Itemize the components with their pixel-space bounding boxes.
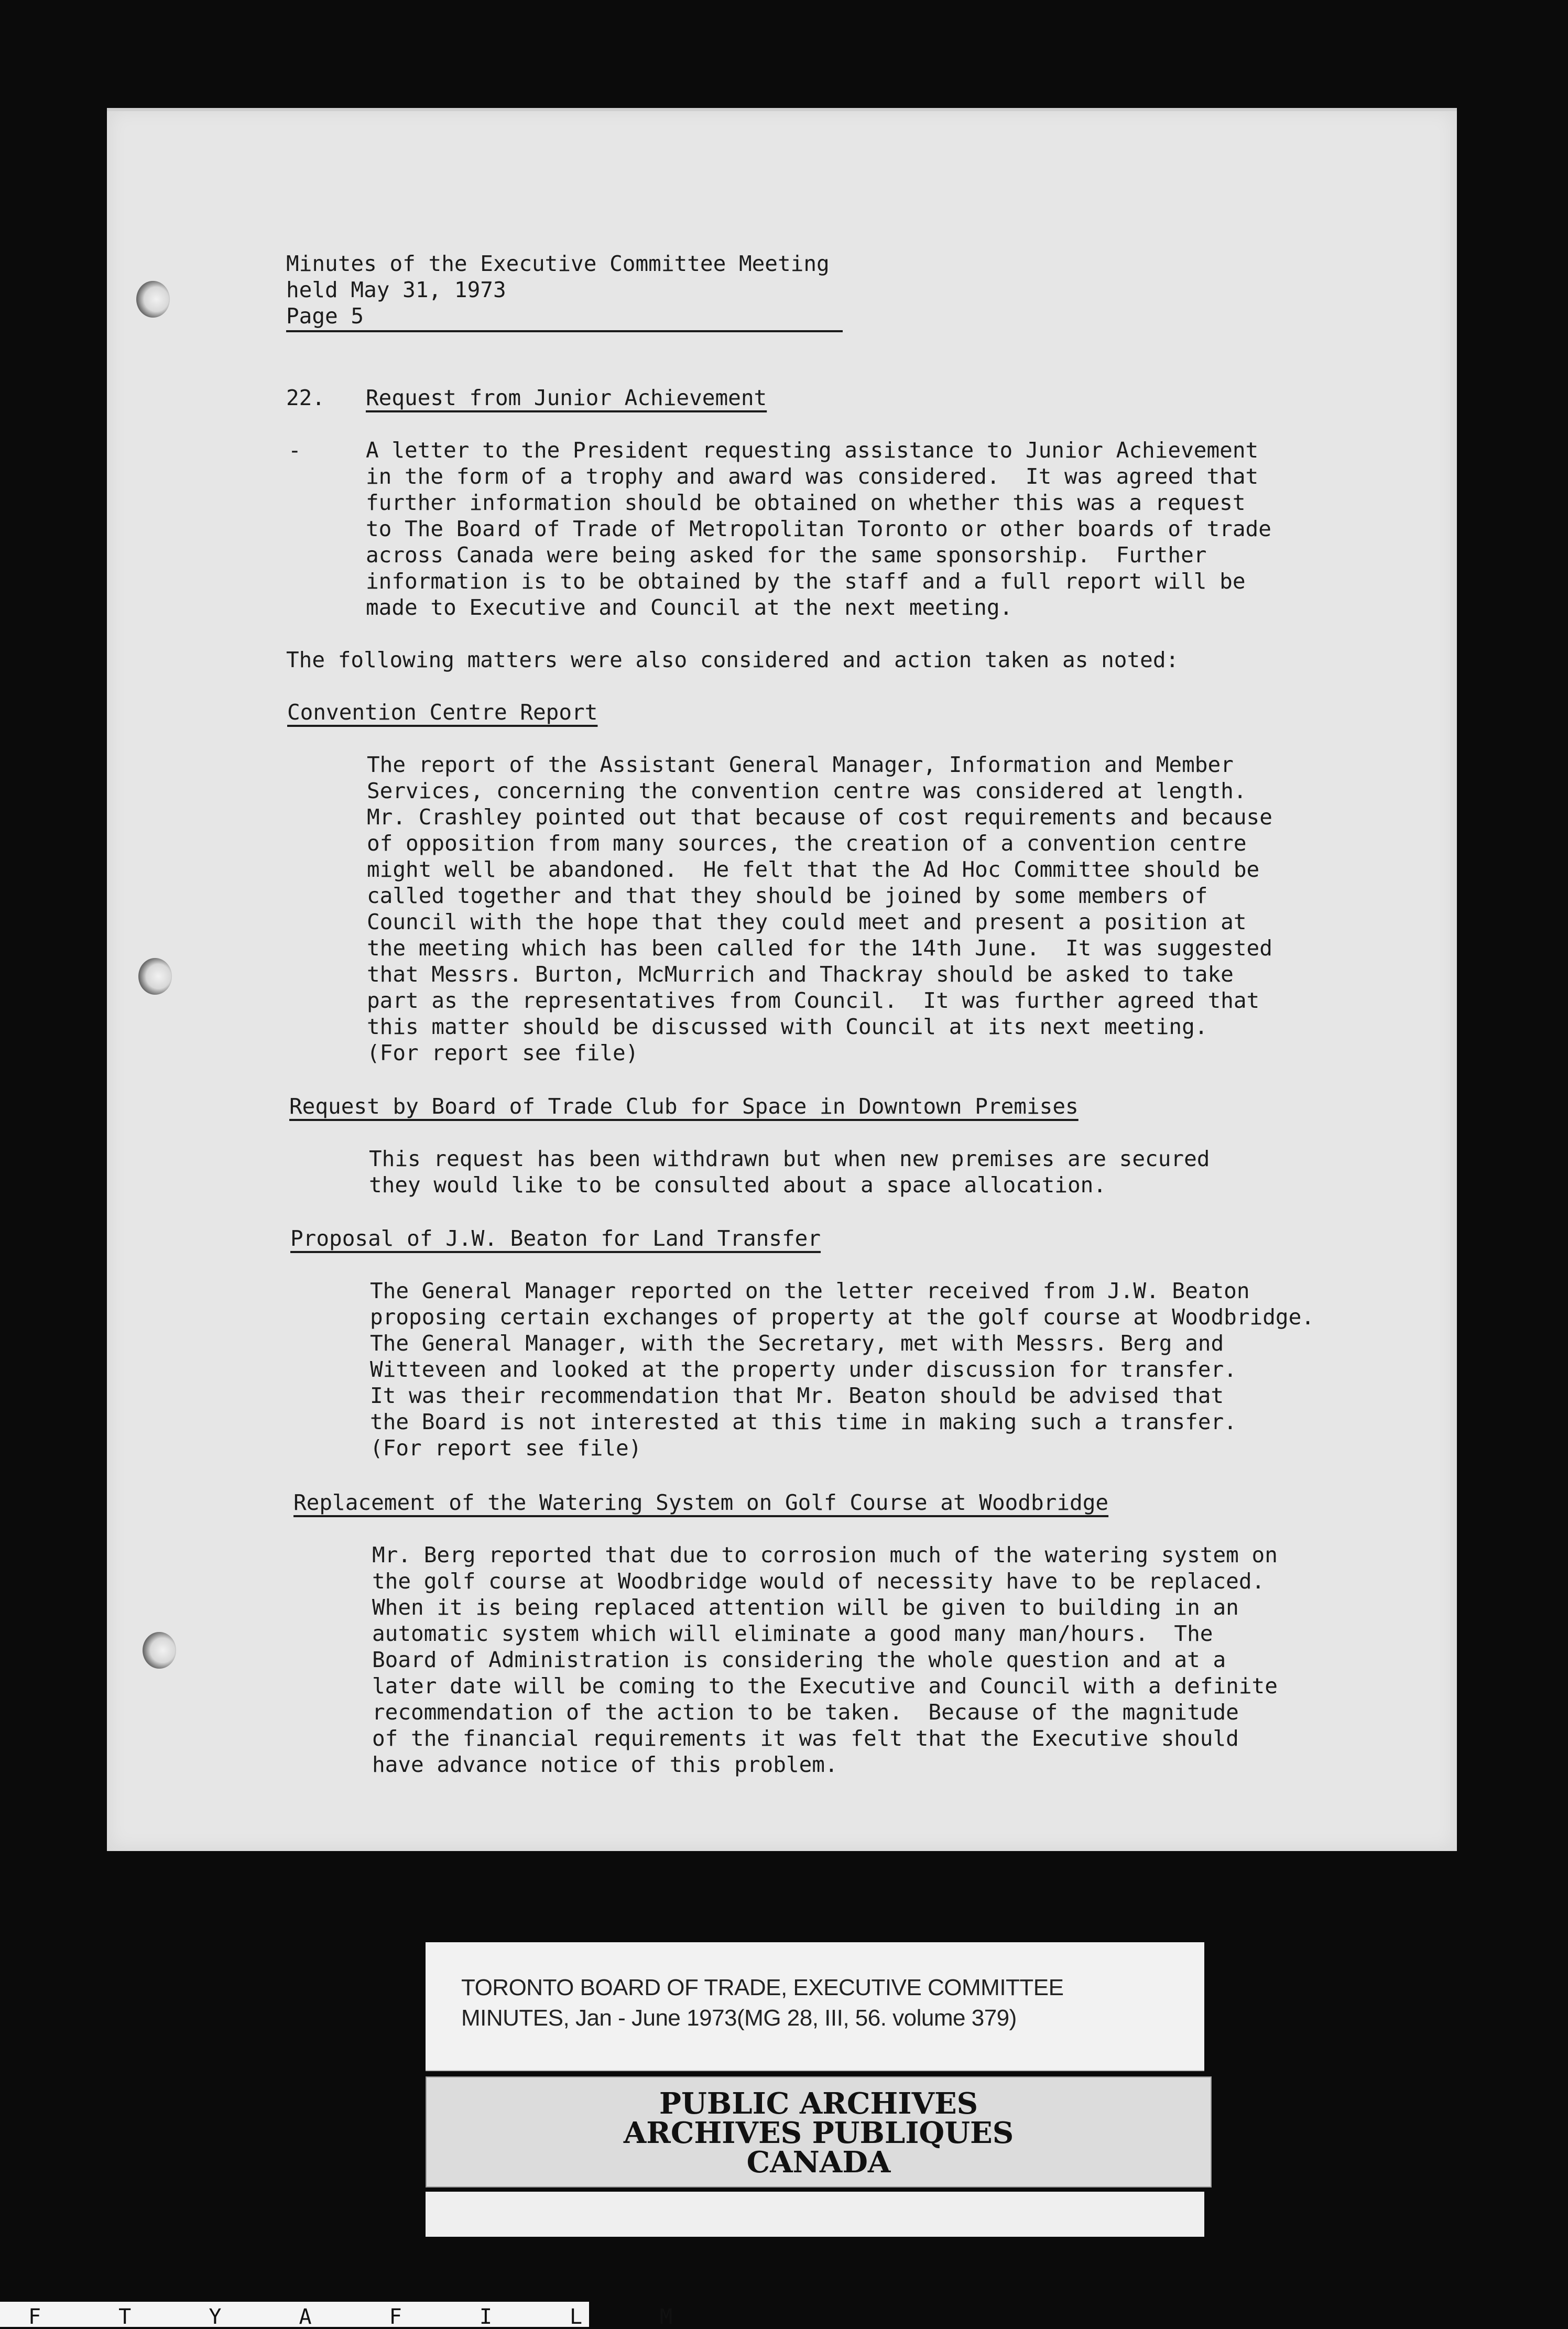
document-page xyxy=(107,108,1457,1851)
film-edge-text: F T Y A F I L M xyxy=(28,2305,705,2329)
section-body-land-transfer: The General Manager reported on the letter received from J.W. Beaton proposing certain exchanges of property at the golf course at Woodbridge. The General Manager, with the Secretary, met with Messrs. Berg and Witteveen and looked at the property under discussion for transfer. It was their recommendation that Mr. Beaton should be advised that the Board is not interested at this time in making such a transfer. (For report see file) xyxy=(370,1278,1314,1461)
header-line-3: Page 5 xyxy=(286,303,364,329)
archive-label-text xyxy=(461,1973,1064,2033)
header-line-1: Minutes of the Executive Committee Meeting xyxy=(286,251,830,276)
item-body: A letter to the President requesting assistance to Junior Achievement in the form of a trophy and award was considered. It was agreed that further information should be obtained on whether this was a request to The Board of Trade of Metropolitan Toronto or other boards of trade across Canada were being asked for the same sponsorship. Further information is to be obtained by the staff and a full report will be made to Executive and Council at the next meeting. xyxy=(366,438,1271,620)
archive-label xyxy=(426,1942,1204,2240)
section-heading-watering-system: Replacement of the Watering System on Golf Course at Woodbridge xyxy=(293,1490,1109,1515)
section-heading-convention-centre: Convention Centre Report xyxy=(287,700,598,725)
film-edge-strip xyxy=(0,2302,705,2329)
stamp-line-2: ARCHIVES PUBLIQUES xyxy=(623,2116,1014,2150)
header-line-2: held May 31, 1973 xyxy=(286,277,506,302)
header-rule xyxy=(286,330,843,332)
stamp-line-1: PUBLIC ARCHIVES xyxy=(659,2086,978,2121)
minutes-header xyxy=(286,251,843,332)
section-heading-club-space: Request by Board of Trade Club for Space in Downtown Premises xyxy=(289,1094,1079,1119)
archive-label-line-2: MINUTES, Jan - June 1973(MG 28, III, 56. volume 379) xyxy=(461,2005,1017,2031)
archives-stamp xyxy=(426,2076,1212,2187)
section-heading-land-transfer: Proposal of J.W. Beaton for Land Transfer xyxy=(290,1226,821,1251)
item-bullet: - xyxy=(288,438,301,463)
archive-label-line-1: TORONTO BOARD OF TRADE, EXECUTIVE COMMITTEE xyxy=(461,1975,1064,2000)
archive-label-strip xyxy=(426,2192,1204,2237)
archives-stamp-text xyxy=(427,2086,1211,2180)
intro-text: The following matters were also considered and action taken as noted: xyxy=(286,647,1179,672)
section-body-watering-system: Mr. Berg reported that due to corrosion much of the watering system on the golf course at Woodbridge would of necessity have to be replaced. When it is being replaced attention will be given to building in an automatic system which will eliminate a good many man/hours. The Board of Administration is considering the whole question and at a later date will be coming to the Executive and Council with a definite recommendation of the action to be taken. Because of the magnitude of the financial requirements it was felt that the Executive should have advance notice of this problem. xyxy=(372,1542,1278,1777)
item-number: 22. xyxy=(286,385,325,410)
item-title: Request from Junior Achievement xyxy=(366,385,767,410)
document-text xyxy=(107,108,1457,1851)
stamp-line-3: CANADA xyxy=(746,2145,891,2180)
section-body-convention-centre: The report of the Assistant General Manager, Information and Member Services, concerning the convention centre was considered at length. Mr. Crashley pointed out that because of cost requirements and because of opposition from many sources, the creation of a convention centre might well be abandoned. He felt that the Ad Hoc Committee should be called together and that they should be joined by some members of Council with the hope that they could meet and present a position at the meeting which has been called for the 14th June. It was suggested that Messrs. Burton, McMurrich and Thackray should be asked to take part as the representatives from Council. It was further agreed that this matter should be discussed with Council at its next meeting. (For report see file) xyxy=(367,752,1272,1065)
archive-label-card xyxy=(426,1942,1204,2071)
section-body-club-space: This request has been withdrawn but when new premises are secured they would like to be consulted about a space allocation. xyxy=(369,1146,1210,1198)
